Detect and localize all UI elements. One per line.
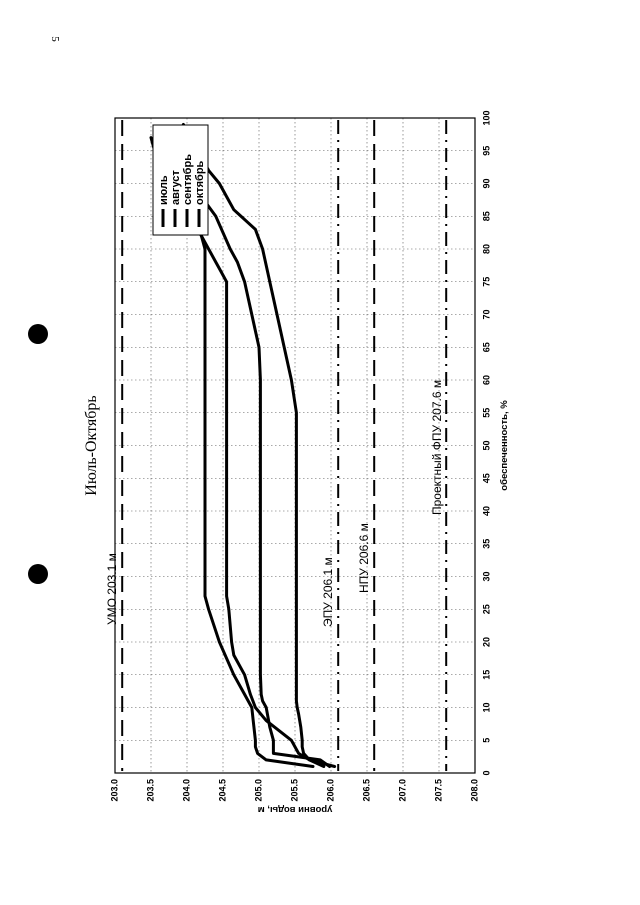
x-tick-label: 55	[481, 407, 492, 418]
chart-title: Июль-Октябрь	[83, 395, 100, 496]
x-tick-label: 75	[481, 276, 492, 287]
x-tick-label: 10	[481, 702, 492, 713]
y-tick-label: 206.0	[325, 779, 336, 802]
x-tick-label: 45	[481, 473, 492, 484]
reference-labels	[105, 380, 444, 627]
x-tick-label: 60	[481, 374, 492, 386]
x-tick-label: 65	[481, 342, 492, 353]
x-tick-label: 100	[481, 110, 492, 126]
legend	[153, 125, 208, 235]
x-tick-label: 35	[481, 538, 492, 549]
x-tick-label: 80	[481, 243, 492, 255]
x-tick-label: 5	[481, 737, 492, 743]
y-tick-label: 204.5	[217, 779, 228, 802]
reference-label: НПУ 206.6 м	[357, 523, 372, 593]
x-tick-label: 50	[481, 440, 492, 451]
y-axis-title: уровни воды, м	[257, 804, 333, 815]
x-tick-label: 85	[481, 211, 492, 222]
y-tick-label: 205.5	[289, 779, 300, 802]
legend-label: август	[170, 170, 182, 205]
x-tick-label: 25	[481, 604, 492, 615]
x-tick-label: 70	[481, 309, 492, 320]
y-tick-label: 204.0	[181, 779, 192, 802]
x-tick-label: 40	[481, 505, 492, 517]
y-tick-label: 207.5	[433, 779, 444, 802]
x-tick-label: 0	[481, 770, 492, 776]
y-tick-label: 203.0	[109, 779, 120, 802]
x-tick-label: 30	[481, 571, 492, 582]
y-tick-label: 206.5	[361, 779, 372, 802]
legend-label: октябрь	[194, 160, 206, 205]
x-axis-title: обеспеченность, %	[499, 400, 510, 491]
y-tick-label: 208.0	[469, 779, 480, 802]
page-number: 5	[48, 36, 61, 42]
y-tick-label: 205.0	[253, 779, 264, 802]
x-tick-label: 95	[481, 145, 492, 156]
y-tick-label: 207.0	[397, 779, 408, 802]
reference-label: Проектный ФПУ 207.6 м	[430, 379, 445, 515]
x-tick-label: 15	[481, 669, 492, 680]
x-tick-label: 90	[481, 178, 492, 189]
y-tick-label: 203.5	[145, 779, 156, 802]
reference-label: ЭПУ 206.1 м	[321, 557, 336, 627]
x-tick-label: 20	[481, 636, 492, 648]
legend-label: сентябрь	[182, 154, 194, 205]
legend-label: июль	[158, 175, 170, 205]
reference-label: УМО 203.1 м	[105, 553, 120, 625]
